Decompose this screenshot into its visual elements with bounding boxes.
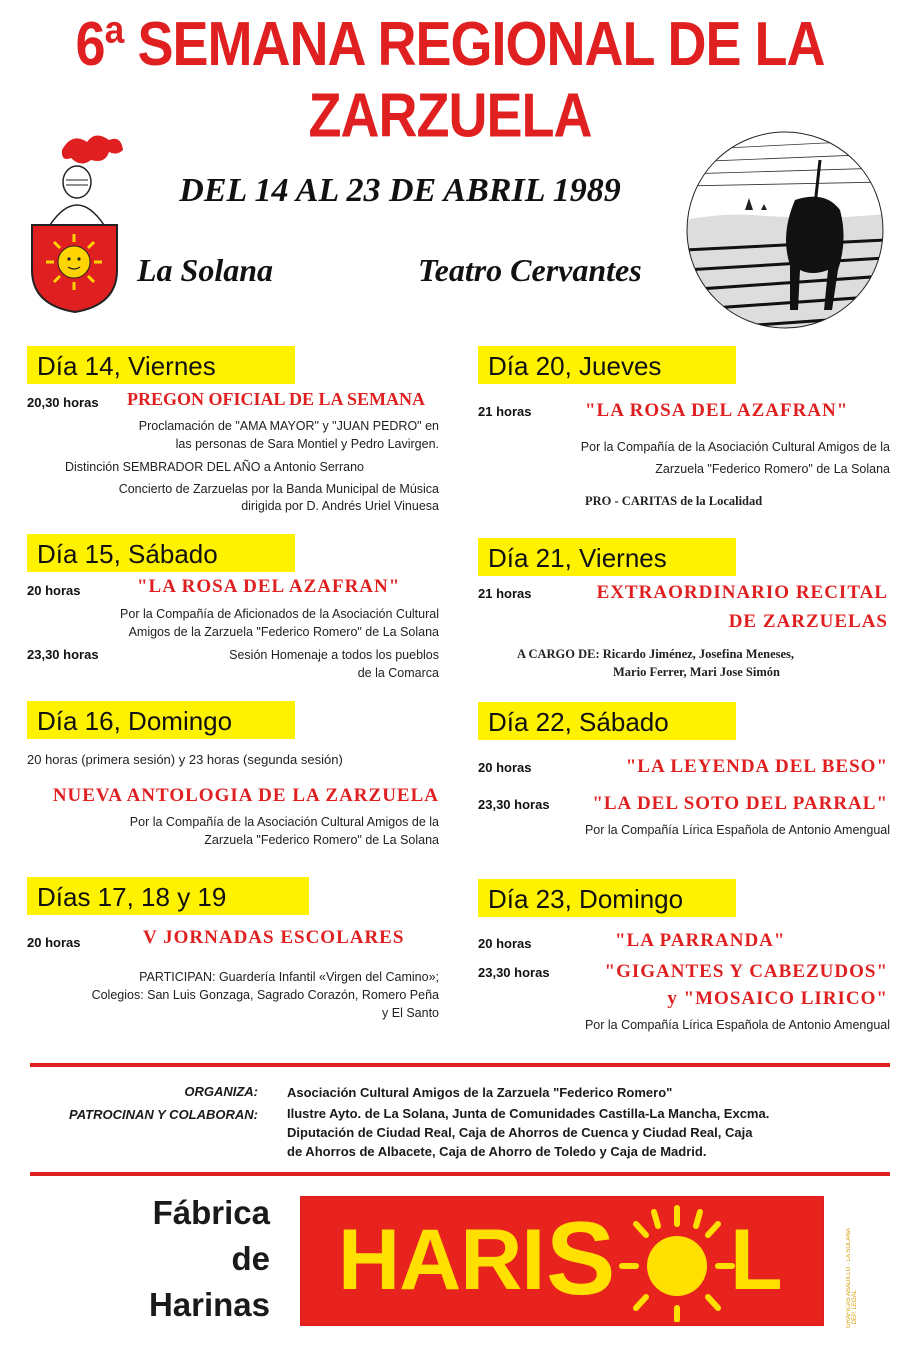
event-time: 20,30 horas (27, 395, 99, 410)
event-title: EXTRAORDINARIO RECITAL (596, 582, 888, 603)
day-header-22: Día 22, Sábado (478, 702, 736, 740)
event-title: "LA PARRANDA" (615, 930, 786, 951)
event-time: 20 horas (27, 583, 81, 598)
event-detail: PRO - CARITAS de la Localidad (585, 494, 763, 508)
day-header-14: Día 14, Viernes (27, 346, 295, 384)
event-detail: Por la Compañía Lírica Española de Antonio Amengual (584, 1018, 890, 1032)
divider-bottom (30, 1172, 890, 1176)
event-detail: y El Santo (382, 1006, 439, 1020)
event-detail: Por la Compañía de la Asociación Cultural Amigos de la (129, 815, 439, 829)
event-detail: Zarzuela "Federico Romero" de La Solana (655, 462, 890, 476)
sponsors-line: Ilustre Ayto. de La Solana, Junta de Comunidades Castilla-La Mancha, Excma. (287, 1106, 770, 1121)
event-detail: Concierto de Zarzuelas por la Banda Municipal de Música (118, 482, 439, 496)
event-detail: de la Comarca (357, 666, 439, 680)
poster-title: 6ª SEMANA REGIONAL DE LA ZARZUELA (75, 9, 825, 151)
coat-of-arms-icon (22, 130, 127, 315)
event-time: 20 horas (478, 760, 532, 775)
event-title: V JORNADAS ESCOLARES (143, 927, 405, 948)
event-time: 20 horas (478, 936, 532, 951)
event-title: "LA LEYENDA DEL BESO" (625, 756, 888, 777)
event-detail: Por la Compañía de la Asociación Cultural Amigos de la (580, 440, 890, 454)
event-title: "GIGANTES Y CABEZUDOS" (604, 961, 888, 982)
event-time: 20 horas (27, 935, 81, 950)
logo-text-l: L (730, 1212, 783, 1308)
event-title: NUEVA ANTOLOGIA DE LA ZARZUELA (52, 785, 439, 806)
event-time: 21 horas (478, 586, 532, 601)
day-header-15: Día 15, Sábado (27, 534, 295, 572)
event-detail: A CARGO DE: Ricardo Jiménez, Josefina Meneses, (517, 647, 795, 661)
event-time: 23,30 horas (478, 965, 550, 980)
day-header-23: Día 23, Domingo (478, 879, 736, 917)
harisol-logo (300, 1196, 824, 1326)
event-title: DE ZARZUELAS (728, 611, 888, 632)
event-detail: Por la Compañía Lírica Española de Antonio Amengual (584, 823, 890, 837)
fabrica-line: Harinas (148, 1286, 270, 1323)
event-detail: Proclamación de "AMA MAYOR" y "JUAN PEDRO" en (138, 419, 439, 433)
sun-icon (618, 1204, 736, 1322)
event-detail: las personas de Sara Montiel y Pedro Lavirgen. (175, 437, 439, 451)
farmer-plowing-illustration (685, 130, 885, 330)
event-detail: dirigida por D. Andrés Uriel Vinuesa (241, 499, 439, 513)
organiza-text: Asociación Cultural Amigos de la Zarzuela "Federico Romero" (287, 1085, 673, 1100)
fabrica-line: Fábrica (152, 1194, 270, 1231)
event-time: 23,30 horas (478, 797, 550, 812)
fabrica-text (60, 1190, 270, 1328)
sponsors-line: Diputación de Ciudad Real, Caja de Ahorros de Cuenca y Ciudad Real, Caja (287, 1125, 753, 1140)
logo-text-s: S (546, 1201, 616, 1317)
event-title: PREGON OFICIAL DE LA SEMANA (127, 389, 426, 409)
day-header-20: Día 20, Jueves (478, 346, 736, 384)
event-title: "LA ROSA DEL AZAFRAN" (137, 576, 401, 597)
patrocinan-label: PATROCINAN Y COLABORAN: (69, 1107, 258, 1122)
event-detail: Zarzuela "Federico Romero" de La Solana (204, 833, 439, 847)
day-header-16: Día 16, Domingo (27, 701, 295, 739)
organiza-label: ORGANIZA: (184, 1084, 258, 1099)
event-detail: PARTICIPAN: Guardería Infantil «Virgen del Camino»; (139, 970, 439, 984)
event-title: "LA DEL SOTO DEL PARRAL" (592, 793, 888, 814)
printer-credit: GRAFICAS ABADILLO · LA SOLANA · DEP. LEGAL (846, 1228, 858, 1328)
sponsors-line: de Ahorros de Albacete, Caja de Ahorro de Toledo y Caja de Madrid. (287, 1144, 707, 1159)
event-title: "LA ROSA DEL AZAFRAN" (585, 400, 849, 421)
town-name: La Solana (137, 252, 274, 288)
divider-top (30, 1063, 890, 1067)
event-time: 23,30 horas (27, 647, 99, 662)
venue-name: Teatro Cervantes (418, 252, 642, 288)
day-header-17-19: Días 17, 18 y 19 (27, 877, 309, 915)
fabrica-line: de (231, 1240, 270, 1277)
logo-text-hari: HARI (338, 1212, 545, 1308)
festival-dates: DEL 14 AL 23 DE ABRIL 1989 (179, 172, 621, 209)
event-detail: Distinción SEMBRADOR DEL AÑO a Antonio Serrano (65, 460, 364, 474)
event-title: y "MOSAICO LIRICO" (667, 988, 888, 1009)
day-header-21: Día 21, Viernes (478, 538, 736, 576)
event-detail: Mario Ferrer, Mari Jose Simón (613, 665, 780, 679)
event-time: 21 horas (478, 404, 532, 419)
event-detail: Amigos de la Zarzuela "Federico Romero" de La Solana (128, 625, 439, 639)
event-detail: Colegios: San Luis Gonzaga, Sagrado Corazón, Romero Peña (91, 988, 439, 1002)
event-detail: Por la Compañía de Aficionados de la Asociación Cultural (120, 607, 439, 621)
session-times: 20 horas (primera sesión) y 23 horas (segunda sesión) (27, 752, 343, 767)
event-detail: Sesión Homenaje a todos los pueblos (229, 648, 439, 662)
